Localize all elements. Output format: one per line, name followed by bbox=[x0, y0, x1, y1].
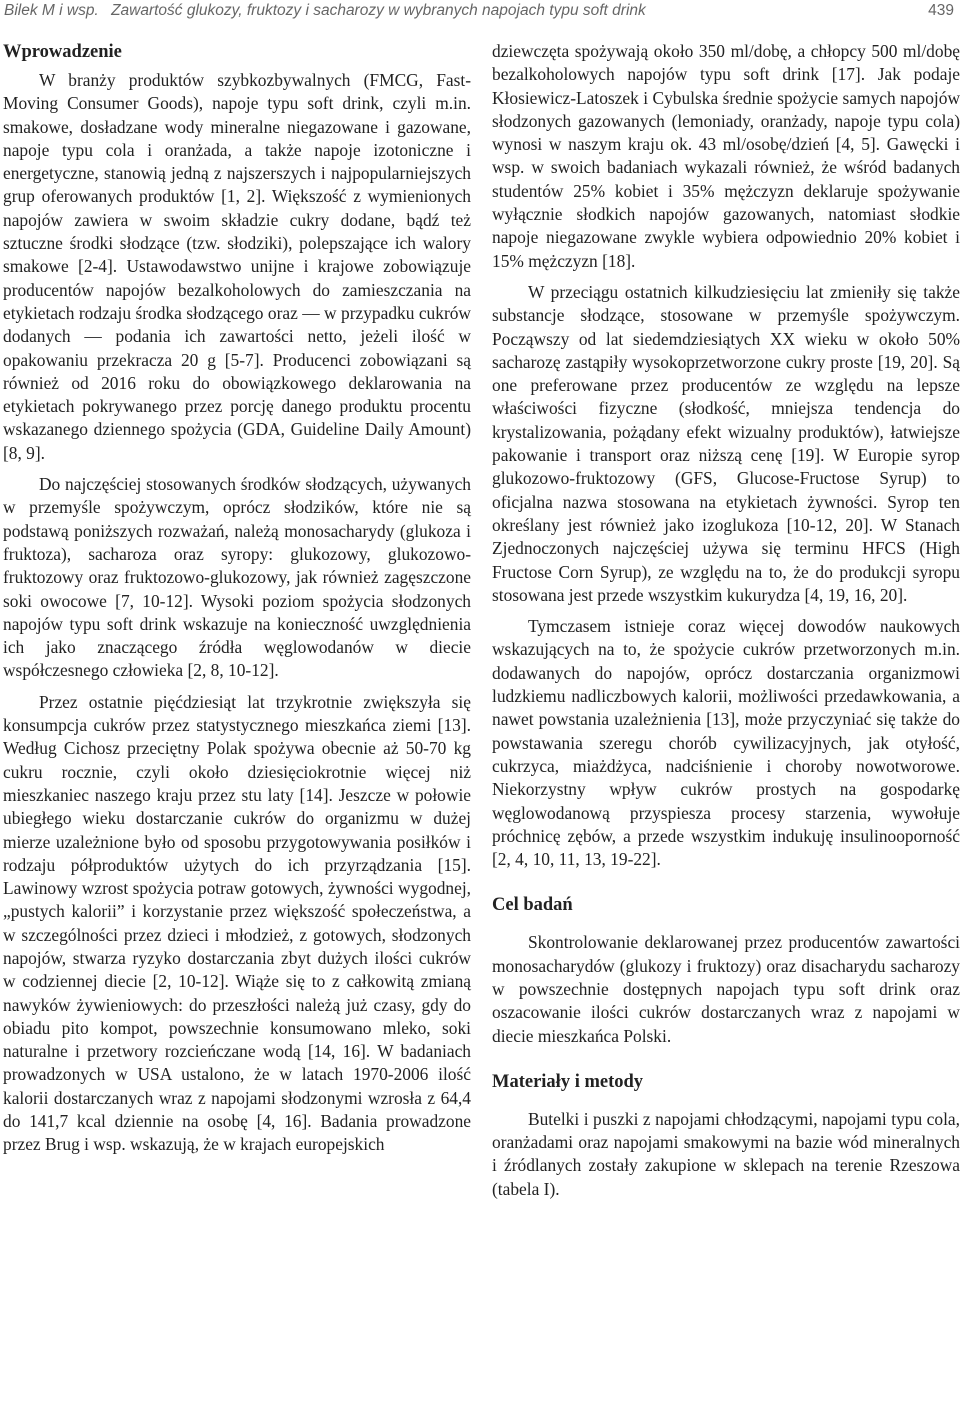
running-head-title: Zawartość glukozy, fruktozy i sacharozy w wybranych napojach typu soft drink bbox=[111, 2, 646, 19]
methods-paragraph: Butelki i puszki z napojami chłodzącymi, napojami typu cola, oranżadami oraz napojami smakowymi na bazie wód mineralnych i źródlanych zostały zakupione w sklepach na terenie Rzeszowa (tabela I). bbox=[492, 1108, 960, 1199]
section-heading-methods: Materiały i metody bbox=[492, 1071, 644, 1092]
running-head-authors: Bilek M i wsp. bbox=[4, 2, 99, 19]
intro-paragraph-1: W branży produktów szybkozbywalnych (FMCG, Fast-Moving Consumer Goods), napoje typu soft drink, czyli m.in. smakowe, dosładzane wody mineralne niegazowane i gazowane, napoje typu cola i oranżada, a także napoje izotoniczne i energetyczne, stanowią jedną z najszerszych i najpopularniejszych grup oferowanych produktów [1, 2]. Większość z wymienionych napojów zawiera w swoim składzie cukry dodane, bądź też sztuczne środki słodzące (tzw. słodziki), polepszające ich walory smakowe [2-4]. Ustawodawstwo unijne i krajowe zobowiązuje producentów napojów bezalkoholowych do zamieszczania na etykietach rodzaju środka słodzącego oraz — w przypadku cukrów dodanych — podania ich zawartości netto, jeżeli ilość w opakowaniu przekracza 20 g [5-7]. Producenci zobowiązani są również od 2016 roku do obowiązkowego deklarowania na etykietach pokrywanego przez porcję danego produktu procentu wskazanego dziennego spożycia (GDA, Guideline Daily Amount) [8, 9]. bbox=[3, 70, 471, 463]
section-heading-introduction: Wprowadzenie bbox=[3, 42, 122, 62]
right-column bbox=[492, 40, 960, 1201]
intro-paragraph-5: Tymczasem istnieje coraz więcej dowodów naukowych wskazujących na to, że spożycie cukrów przetworzonych m.in. dodawanych do napojów, oprócz dostarczania organizmowi ludzkiemu nadliczbowych kalorii, możliwości przedawkowania, a nawet powstania uzależnienia [13], może przyczyniać się także do powstawania szeregu chorób cywilizacyjnych, jak otyłość, cukrzyca, miażdżyca, nadciśnienie i choroby nowotworowe. Niekorzystny wpływ cukrów prostych na gospodarkę węglowodanową przyspiesza procesy starzenia, wywołuje próchnicę zębów, a przede wszystkim indukuję insulinooporność [2, 4, 10, 11, 13, 19-22]. bbox=[492, 616, 960, 870]
intro-paragraph-4: W przeciągu ostatnich kilkudziesięciu lat zmieniły się także substancje słodzące, stosowane w przemyśle spożywczym. Począwszy od lat siedemdziesiątych XX wieku w około 50% sacharozę zastąpiły wysokoprzetworzone cukry proste [19, 20]. Są one preferowane przez producentów ze względu na lepsze właściwości fizyczne (słodkość, mniejsza tendencja do krystalizowania, pożądany efekt wizualny produktów), łatwiejsze pakowanie i transport oraz niższą cenę [19]. W Europie syrop glukozowo-fruktozowy (GFS, Glucose-Fructose Syrup) to oficjalna nazwa stosowana na etykietach żywności. Syrop ten określany jest również jako izoglukoza [10-12, 20]. W Stanach Zjednoczonych najczęściej używa się terminu HFCS (High Fructose Corn Syrup), ze względu na to, że do produkcji syropu stosowana jest przede wszystkim kukurydza [4, 19, 16, 20]. bbox=[492, 281, 960, 605]
page-number: 439 bbox=[928, 2, 954, 19]
left-column bbox=[3, 40, 471, 1157]
intro-paragraph-3: Przez ostatnie pięćdziesiąt lat trzykrotnie zwiększyła się konsumpcja cukrów przez statystycznego mieszkańca ziemi [13]. Według Cichosz przeciętny Polak spożywa obecnie aż 50-70 kg cukru rocznie, czyli około dziesięciokrotnie więcej niż mieszkaniec naszego kraju przez stu laty [14]. Jeszcze w połowie ubiegłego wieku dostarczanie cukrów do organizmu w dużej mierze uzależnione było od sposobu przygotowywania posiłków i rodzaju półproduktów użytych do ich przyrządzania [15]. Lawinowy wzrost spożycia potraw gotowych, żywności wygodnej, „pustych kalorii” i korzystanie przez większość społeczeństwa, a w szczególności przez dzieci i młodzież, z gotowych, słodzonych napojów, stwarza ryzyko dostarczania zbyt dużych ilości cukrów w codziennej diecie [2, 10-12]. Wiąże się to z całkowitą zmianą nawyków żywieniowych: do przeszłości należą już czasy, gdy do obiadu pito kompot, powszechnie konsumowano mleko, soki naturalne i przetwory rozcieńczane wodą [14, 16]. W badaniach prowadzonych w USA ustalono, że w latach 1970-2006 ilość kalorii dostarczanych wraz z napojami słodzonymi wzrosła z 64,4 do 141,7 kcal dziennie na osobę [4, 16]. Badania prowadzone przez Brug i wsp. wskazują, że w krajach europejskich bbox=[3, 691, 471, 1155]
intro-paragraph-3-continued: dziewczęta spożywają około 350 ml/dobę, a chłopcy 500 ml/dobę bezalkoholowych napojów typu soft drink [17]. Jak podaje Kłosiewicz-Latoszek i Cybulska średnie spożycie samych napojów słodzonych gazowanych (lemoniady, oranżady, napoje typu cola) wynosi w naszym kraju ok. 43 ml/osobę/dzień [4, 5]. Gawęcki i wsp. w swoich badaniach wykazali również, że wśród badanych studentów 25% kobiet i 35% mężczyzn deklaruje spożywanie wyłącznie słodkich napojów gazowanych, natomiast słodkie napoje niegazowane zwykle wybiera odpowiednio 20% kobiet i 15% mężczyzn [18]. bbox=[492, 41, 960, 271]
running-head bbox=[4, 2, 954, 24]
intro-paragraph-2: Do najczęściej stosowanych środków słodzących, używanych w przemyśle spożywczym, oprócz słodzików, które nie są podstawą poniższych rozważań, należą monosacharydy (glukoza i fruktoza), sacharoza oraz syropy: glukozowy, glukozowo-fruktozowy oraz fruktozowo-glukozowy, jak również zagęszczone soki owocowe [7, 10-12]. Wysoki poziom spożycia słodzonych napojów typu soft drink wskazuje na konieczność uwzględnienia ich jako znaczącego źródła węglowodanów w diecie współczesnego człowieka [2, 8, 10-12]. bbox=[3, 474, 471, 681]
aim-paragraph: Skontrolowanie deklarowanej przez producentów zawartości monosacharydów (glukozy i fruktozy) oraz disacharydu sacharozy w powszechnie dostępnych napojach typu soft drink oraz oszacowanie ilości cukrów dostarczanych wraz z napojami w diecie mieszkańca Polski. bbox=[492, 932, 960, 1046]
section-heading-aim: Cel badań bbox=[492, 895, 573, 916]
